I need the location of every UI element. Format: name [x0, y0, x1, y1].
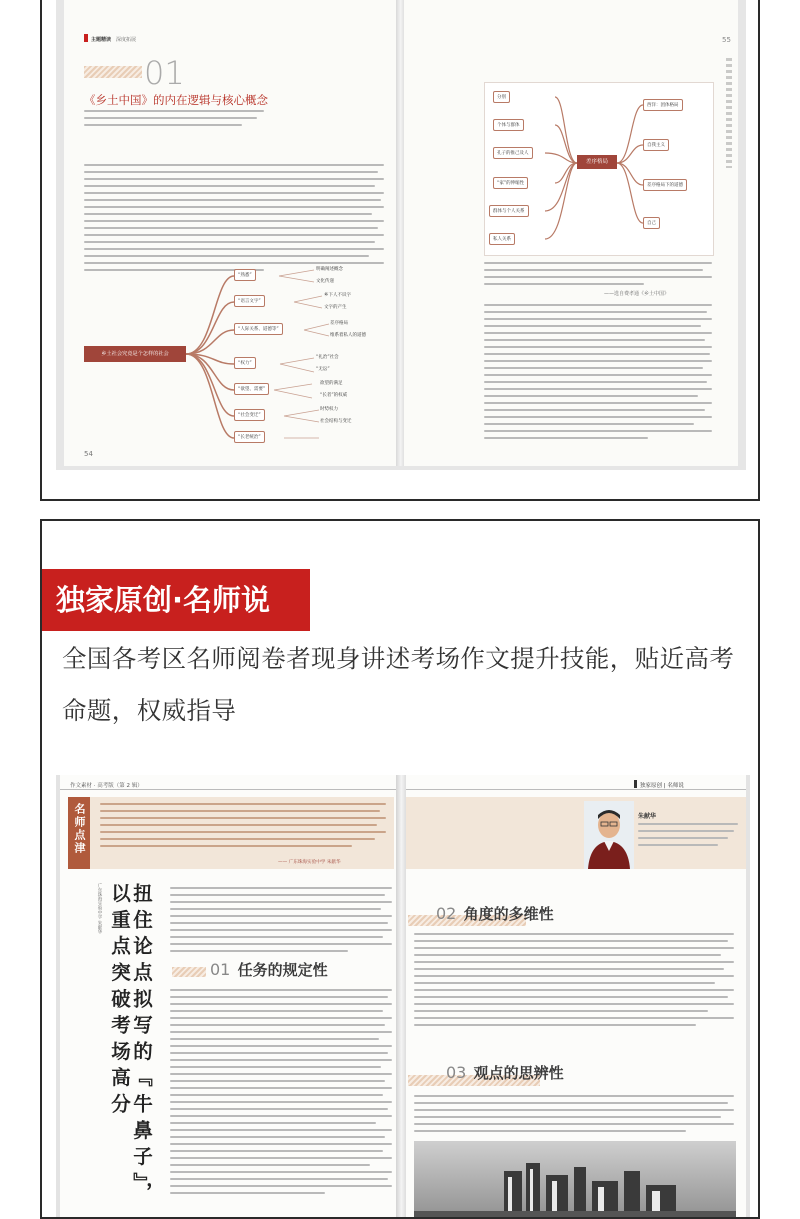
magazine-page-left-2 [60, 775, 398, 1219]
section-number: 01 [144, 54, 185, 92]
body-text-right-2 [414, 933, 734, 1031]
section-number: 02 [436, 904, 457, 923]
vertical-title-line1: 扭 住 论 点 拟 写 的 『 牛 鼻 子 』， [130, 883, 153, 1202]
page-header: 作文素材 · 高考版（第 2 辑） [70, 783, 143, 789]
magazine-spread-frame-top [40, 0, 760, 501]
magazine-page-right [404, 0, 738, 466]
mindmap-diagram [484, 82, 714, 256]
mindmap-leaf: “无讼” [316, 367, 330, 372]
section-title: 角度的多维性 [463, 905, 554, 923]
body-text-left-3 [170, 989, 392, 1199]
mindmap-leaf: “礼治”社会 [316, 355, 339, 360]
promo-banner: 独家原创·名师说 [40, 569, 310, 631]
body-text-block [84, 164, 384, 276]
mindmap-center: 差序格局 [577, 155, 617, 169]
section-stripe [84, 66, 142, 78]
mindmap-node: “人际关系、道德等” [234, 323, 283, 335]
mindmap-node: 群体与个人关系 [489, 205, 529, 217]
header-rule [60, 789, 398, 790]
page-number-right: 55 [722, 36, 731, 44]
section-heading-2 [436, 903, 554, 924]
section-heading-3 [446, 1062, 564, 1083]
mindmap-leaf: 文字的产生 [324, 305, 347, 310]
promo-frame [40, 519, 760, 1219]
mindmap-leaf: 乡下人不识字 [324, 293, 351, 298]
mindmap-node: “长老统治” [234, 431, 265, 443]
illustration-photo [414, 1141, 736, 1219]
section-title: 任务的规定性 [237, 961, 328, 979]
side-box [68, 797, 90, 869]
author-name: 朱献华 [638, 813, 657, 820]
mindmap-leaf: 维系着私人的道德 [330, 333, 366, 338]
section-title: 观点的思辨性 [473, 1064, 564, 1082]
mindmap-node: 个体与群体 [493, 119, 524, 131]
article-title: 《乡土中国》的内在逻辑与核心概念 [84, 93, 268, 107]
vertical-author: 广东珠海实验中学 朱献华 [97, 883, 102, 934]
mindmap-leaf: “长者”的权威 [320, 393, 348, 398]
author-bio [638, 823, 738, 851]
mindmap-node: 孔子的推己及人 [493, 147, 533, 159]
mindmap-node: “欲望、需要” [234, 383, 269, 395]
mindmap-leaf: 时势权力 [320, 407, 338, 412]
header-rule [406, 789, 746, 790]
mindmap-leaf: 明确阐述概念 [316, 267, 343, 272]
intro-quote [100, 803, 386, 852]
mindmap-node: “家”的伸缩性 [493, 177, 528, 189]
mindmap-node: “社会变迁” [234, 409, 265, 421]
mindmap-node: 自我主义 [643, 139, 669, 151]
page-number-left: 54 [84, 450, 93, 458]
mindmap-node: “权力” [234, 357, 256, 369]
header-tag: 主题精读 [91, 37, 112, 43]
magazine-page-left [64, 0, 398, 466]
magazine-spread-2 [56, 775, 750, 1219]
caption-source: ——选自费孝通《乡土中国》 [604, 291, 670, 297]
section-number: 03 [446, 1063, 467, 1082]
side-tag-strip [726, 58, 732, 168]
mindmap-leaf: 差序格局 [330, 321, 348, 326]
mindmap-node: 分别 [493, 91, 510, 103]
mindmap-node: “语言文字” [234, 295, 265, 307]
vertical-title-line2: 以 重 点 突 破 考 场 高 分 [108, 883, 131, 1113]
magazine-page-right-2 [406, 775, 746, 1219]
mindmap-leaf: 欲望的满足 [320, 381, 343, 386]
promo-lead-text: 全国各考区名师阅卷者现身讲述考场作文提升技能，贴近高考命题，权威指导 [62, 644, 735, 725]
caption-text [484, 262, 712, 290]
header-marker [84, 34, 88, 42]
section-stripe [172, 967, 206, 977]
side-box-label: 名师点津 [73, 803, 86, 855]
mindmap-node: “熟悉” [234, 269, 256, 281]
page-header-right: 独家原创 | 名师说 [640, 783, 684, 789]
mindmap-node: 私人关系 [489, 233, 515, 245]
mindmap-node: 西洋：团体格局 [643, 99, 683, 111]
body-text-left-2 [170, 887, 392, 957]
header-right-marker [634, 780, 637, 788]
mindmap-node: 差序格局下的道德 [643, 179, 687, 191]
mindmap-leaf: 社会结构与变迁 [320, 419, 352, 424]
mindmap-root: 乡土社会究竟是个怎样的社会 [84, 346, 186, 362]
intro-paragraph [84, 110, 264, 131]
author-portrait [584, 801, 634, 869]
body-text-block-right [484, 304, 712, 444]
body-text-right-3 [414, 1095, 734, 1137]
section-heading-1 [210, 959, 328, 980]
section-number: 01 [210, 960, 231, 979]
magazine-spread-1 [56, 0, 746, 470]
quote-author: —— 广东珠海实验中学 朱献华 [278, 860, 341, 865]
mindmap-node: 自己 [643, 217, 660, 229]
header-label: 深度拓展 [116, 37, 137, 43]
mindmap-leaf: 文化传递 [316, 279, 334, 284]
